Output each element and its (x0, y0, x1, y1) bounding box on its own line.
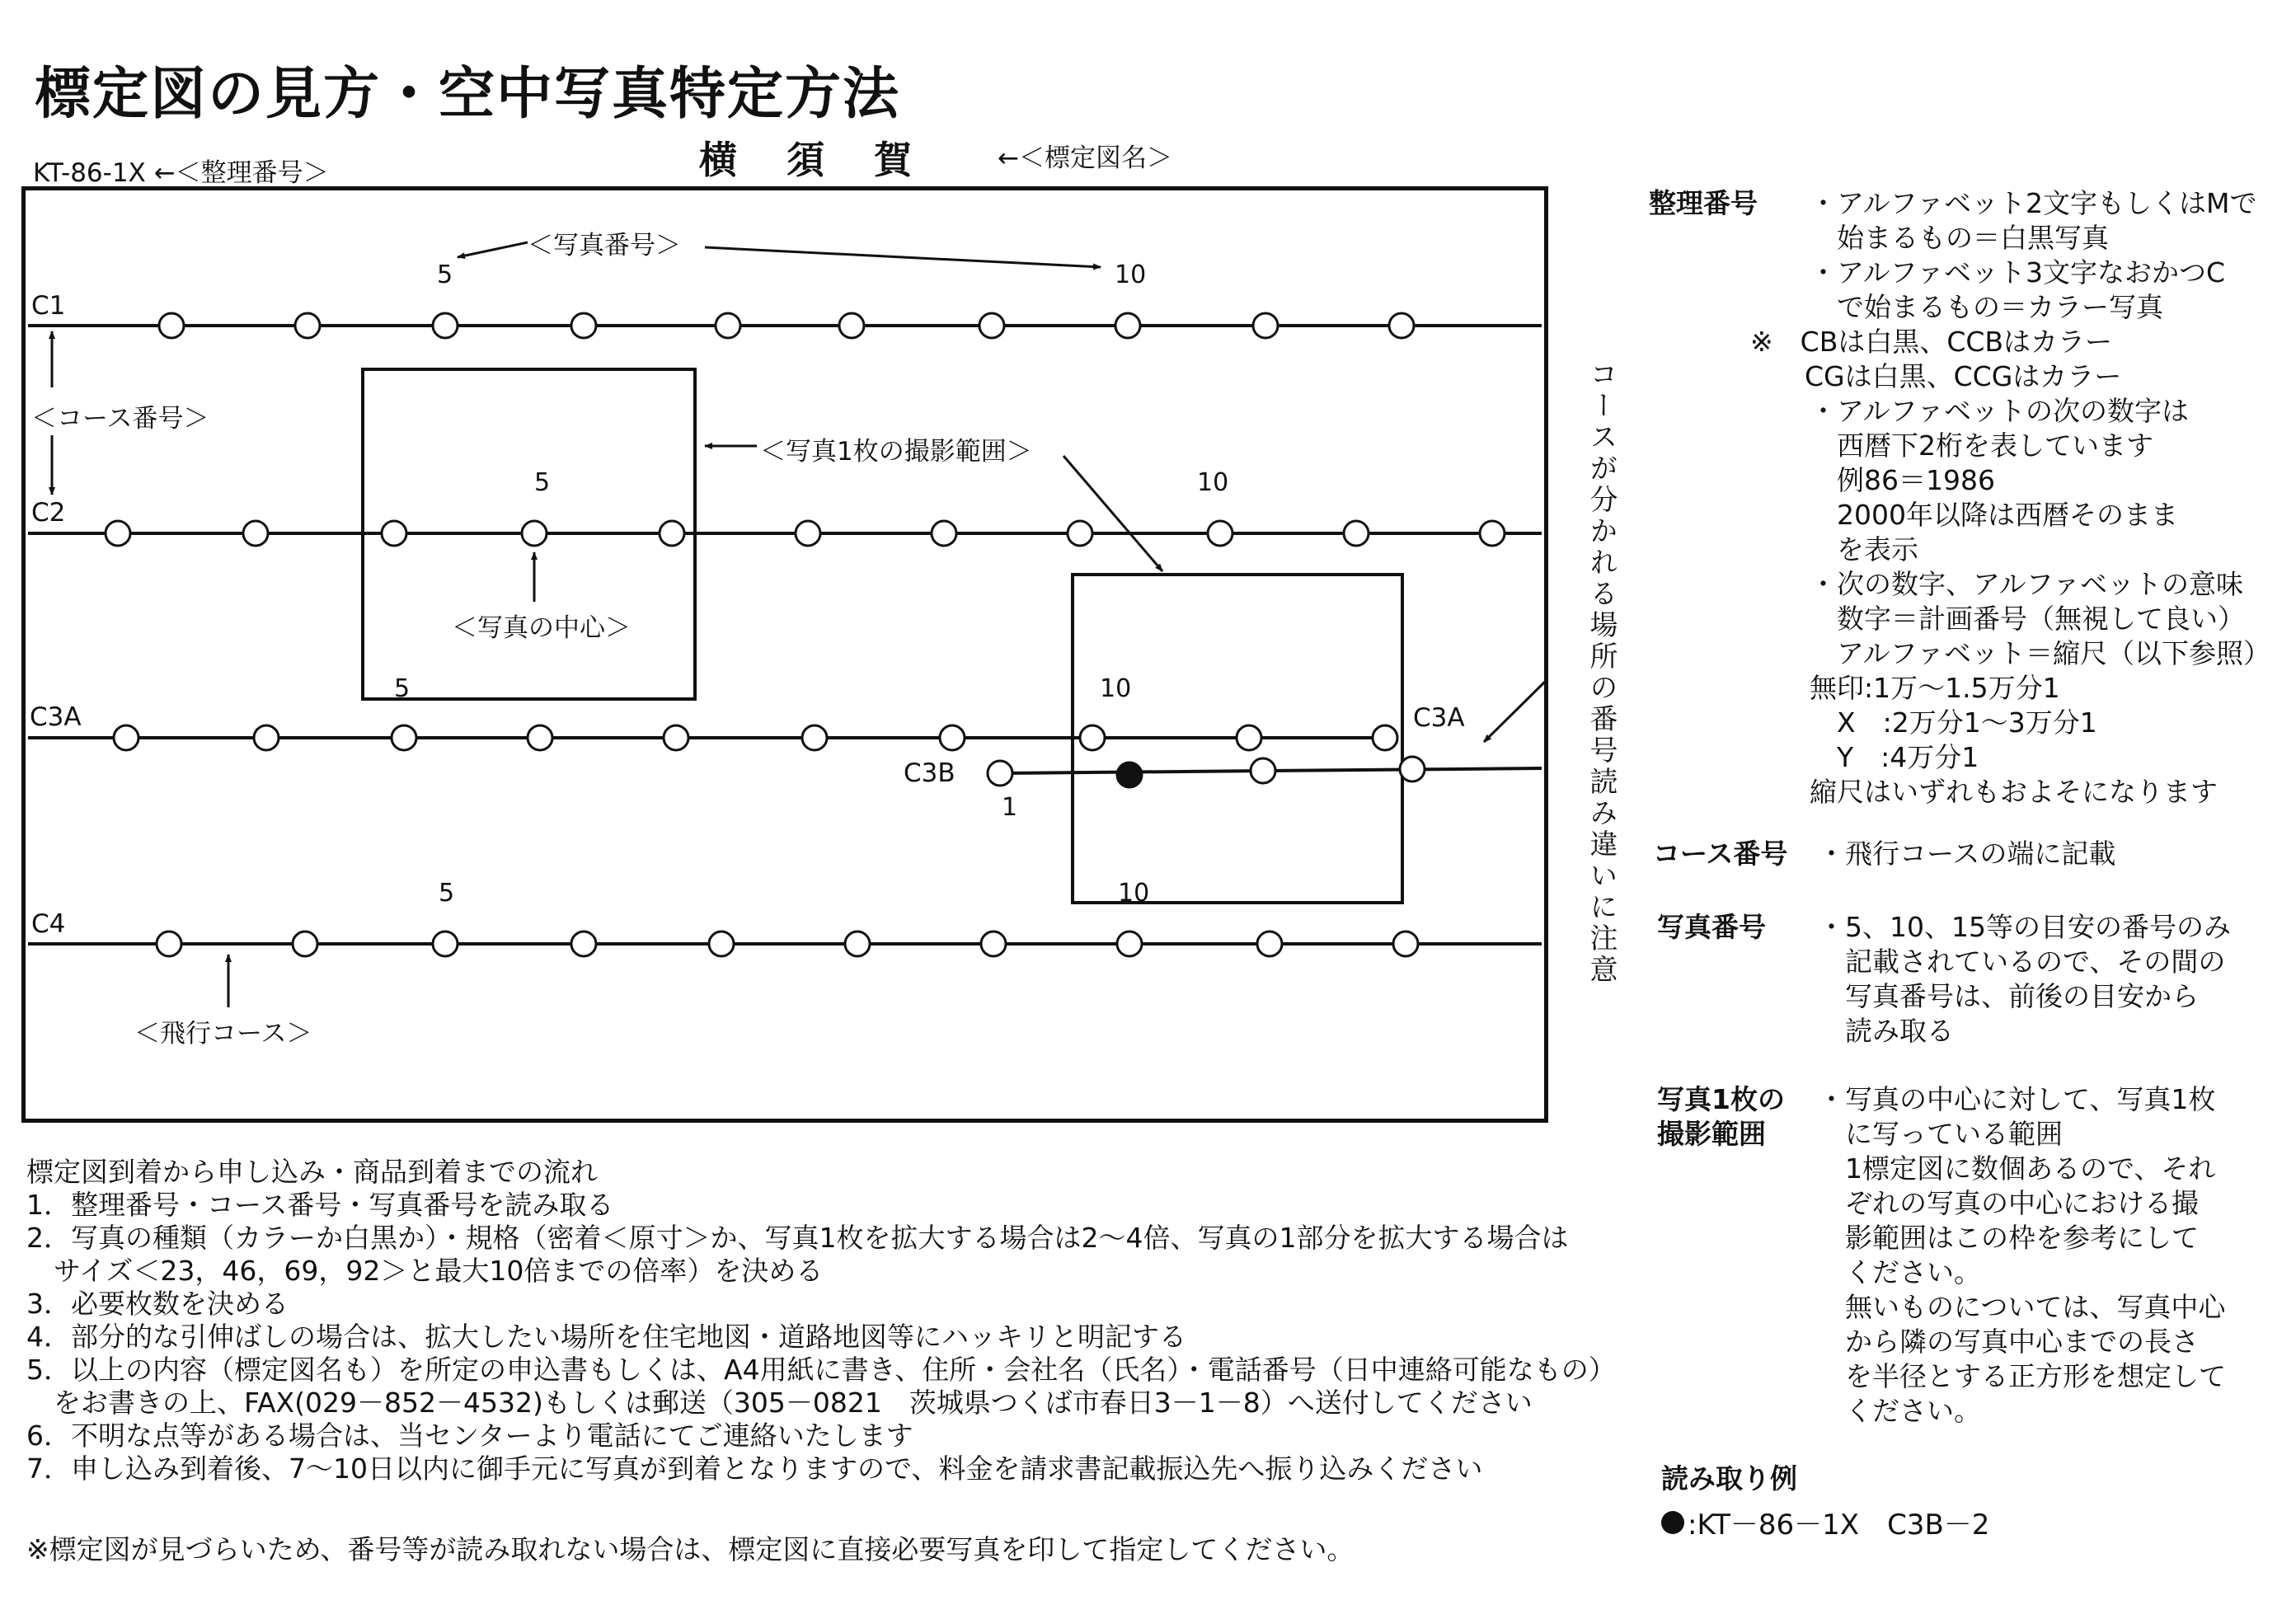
photo-center (106, 521, 130, 546)
description-line: 読み取る (1818, 1015, 1954, 1047)
photo-center (1257, 932, 1282, 956)
arrow-vertical-note (1484, 681, 1546, 742)
example-value: :KT－86－1X C3B－2 (1688, 1509, 1990, 1542)
seiri-number-term: 整理番号 (1649, 187, 1758, 219)
description-line: 西暦下2桁を表しています (1810, 429, 2153, 462)
course-number-annotation: ＜コース番号＞ (31, 404, 209, 434)
description-line: 数字＝計画番号（無視して良い） (1810, 603, 2245, 635)
description-line: ・次の数字、アルファベットの意味 (1810, 568, 2244, 600)
description-line: Y :4万分1 (1810, 741, 1979, 773)
course-label-c3a: C3A (30, 702, 82, 732)
photo-center (295, 313, 320, 338)
description-line: 縮尺はいずれもおよそになります (1810, 776, 2218, 808)
photo-center (1373, 725, 1397, 750)
photo-center (522, 521, 547, 546)
description-line: 始まるもの＝白黒写真 (1810, 222, 2109, 254)
coverage-term (1657, 1082, 1785, 1152)
course-number-term: コース番号 (1653, 838, 1788, 870)
arrow-photo-number-left (458, 242, 528, 257)
description-line: を半径とする正方形を想定して (1818, 1360, 2226, 1392)
photo-center (709, 932, 734, 956)
course-label-c1: C1 (31, 291, 66, 321)
flow-title: 標定図到着から申し込み・商品到着までの流れ (26, 1156, 598, 1188)
photo-center (802, 725, 827, 750)
description-line: 写真番号は、前後の目安から (1818, 980, 2199, 1012)
description-line: 2000年以降は西暦そのまま (1810, 499, 2178, 531)
photo-center (392, 725, 416, 750)
arrow-photo-number-right (705, 247, 1101, 267)
description-line: ・写真の中心に対して、写真1枚 (1818, 1083, 2216, 1115)
photo-center (845, 932, 870, 956)
description-line: 無いものについては、写真中心 (1818, 1291, 2226, 1323)
flow-step: 6．不明な点等がある場合は、当センターより電話にてご連絡いたします (26, 1420, 913, 1452)
photo-center (159, 313, 184, 338)
photo-center (114, 725, 139, 750)
photo-center (979, 313, 1004, 338)
description-line: ・アルファベット3文字なおかつC (1810, 256, 2226, 289)
photo-center (433, 932, 458, 956)
course-label-c2: C2 (31, 498, 66, 528)
arrow-coverage-down (1063, 456, 1162, 571)
photo-center (157, 932, 181, 956)
photo-number-term: 写真番号 (1657, 911, 1766, 943)
photo-number-box-10-bottom: 10 (1118, 879, 1150, 908)
flow-step: 5．以上の内容（標定図名も）を所定の申込書もしくは、A4用紙に書き、住所・会社名（氏名）・電話番号（日中連絡可能なもの） (26, 1354, 1616, 1386)
photo-center (1253, 313, 1278, 338)
flow-step: サイズ＜23，46，69，92＞と最大10倍までの倍率）を決める (26, 1255, 824, 1287)
photo-number-c3b-1: 1 (1002, 793, 1018, 822)
filled-circle-icon (1661, 1511, 1684, 1534)
description-line: ・アルファベットの次の数字は (1810, 395, 2190, 427)
photo-center (1208, 521, 1233, 546)
photo-center (1115, 313, 1140, 338)
photo-center (1344, 521, 1369, 546)
photo-center (839, 313, 864, 338)
photo-number-box-5: 5 (394, 674, 411, 703)
photo-number-c1-10: 10 (1115, 260, 1147, 289)
photo-number-description (1818, 910, 2231, 1049)
description-line: 記載されているので、その間の (1818, 946, 2226, 978)
description-line: で始まるもの＝カラー写真 (1810, 291, 2163, 323)
flow-step: 3．必要枚数を決める (26, 1288, 289, 1320)
course-label-c3b: C3B (904, 758, 955, 788)
photo-center (1117, 932, 1142, 956)
flow-step: 2．写真の種類（カラーか白黒か）・規格（密着＜原寸＞か、写真1枚を拡大する場合は2～4倍、写真の1部分を拡大する場合は (26, 1222, 1569, 1254)
description-line: 無印:1万～1.5万分1 (1810, 672, 2060, 704)
description-line: 影範囲はこの枠を参考にして (1818, 1222, 2199, 1254)
page-title: 標定図の見方・空中写真特定方法 (35, 62, 901, 127)
description-line: X :2万分1～3万分1 (1810, 706, 2097, 739)
photo-center (1068, 521, 1092, 546)
description-line: から隣の写真中心までの長さ (1818, 1326, 2199, 1358)
seiri-number-label: KT-86-1X ←＜整理番号＞ (33, 158, 329, 188)
photo-center (660, 521, 684, 546)
description-line: ください。 (1818, 1395, 1981, 1427)
course-number-description: ・飛行コースの端に記載 (1818, 838, 2116, 870)
course-branch-note: コースが分かれる場所の番号読み違いに注意 (1585, 359, 1618, 986)
photo-center (1480, 521, 1505, 546)
flow-step: をお書きの上、FAX(029－852－4532)もしくは郵送（305－0821 茨城県つくば市春日3－1－8）へ送付してください (26, 1387, 1533, 1419)
photo-center (1389, 313, 1414, 338)
description-line: 例86＝1986 (1810, 464, 1995, 496)
coverage-annotation: ＜写真1枚の撮影範囲＞ (760, 437, 1032, 467)
example-title: 読み取り例 (1661, 1462, 1797, 1495)
course-label-c4: C4 (31, 909, 66, 939)
photo-center (932, 521, 956, 546)
photo-center (571, 932, 596, 956)
photo-number-c4-5: 5 (439, 879, 455, 908)
coverage-description (1818, 1082, 2226, 1429)
photo-center (1400, 757, 1425, 781)
photo-center (988, 761, 1012, 786)
seiri-number-description (1750, 186, 2271, 810)
photo-center (254, 725, 279, 750)
flow-step: 7．申し込み到着後、7～10日以内に御手元に写真が到着となりますので、料金を請求書記載振込先へ振り込みください (26, 1452, 1483, 1485)
photo-center (1393, 932, 1418, 956)
flow-note: ※標定図が見づらいため、番号等が読み取れない場合は、標定図に直接必要写真を印して指定してください。 (26, 1533, 1355, 1565)
photo-center (382, 521, 406, 546)
photo-center (716, 313, 740, 338)
flow-step: 4．部分的な引伸ばしの場合は、拡大したい場所を住宅地図・道路地図等にハッキリと明記する (26, 1321, 1186, 1353)
example-row (1661, 1502, 1989, 1542)
flow-step: 1．整理番号・コース番号・写真番号を読み取る (26, 1189, 614, 1221)
description-line: CGは白黒、CCGはカラー (1750, 360, 2122, 392)
description-line: 1標定図に数個あるので、それ (1818, 1152, 2216, 1185)
example-photo-center-marker (1117, 763, 1142, 787)
photo-number-c2-5: 5 (534, 468, 551, 497)
photo-center (1251, 758, 1275, 783)
description-line: を表示 (1810, 533, 1918, 565)
flight-course-annotation: ＜飛行コース＞ (134, 1019, 312, 1049)
description-line: ・5、10、15等の目安の番号のみ (1818, 911, 2231, 943)
description-line: に写っている範囲 (1818, 1118, 2063, 1150)
map-name: 横 須 賀 (699, 138, 931, 182)
description-line: ・アルファベット2文字もしくはMで (1810, 187, 2257, 219)
map-name-label: ←＜標定図名＞ (998, 143, 1172, 173)
photo-center (243, 521, 268, 546)
flow-section (26, 1156, 1616, 1485)
description-line: ※ CBは白黒、CCBはカラー (1750, 326, 2113, 358)
description-line: ください。 (1818, 1256, 1981, 1288)
center-annotation: ＜写真の中心＞ (452, 613, 631, 643)
photo-number-annotation: ＜写真番号＞ (528, 231, 681, 260)
photo-number-c2-10: 10 (1197, 468, 1229, 497)
photo-center (1080, 725, 1105, 750)
photo-center (664, 725, 688, 750)
course-label-c3a-right: C3A (1413, 703, 1465, 733)
photo-number-c1-5: 5 (437, 260, 453, 289)
photo-center (293, 932, 317, 956)
photo-center (981, 932, 1006, 956)
photo-center (433, 313, 458, 338)
photo-center (571, 313, 596, 338)
term-line: 撮影範囲 (1657, 1118, 1766, 1150)
description-line: アルファベット＝縮尺（以下参照） (1810, 637, 2271, 669)
photo-center (940, 725, 965, 750)
photo-center (796, 521, 820, 546)
photo-center (528, 725, 552, 750)
photo-number-box-10-top: 10 (1100, 674, 1132, 703)
description-line: ぞれの写真の中心における撮 (1818, 1187, 2199, 1219)
term-line: 写真1枚の (1657, 1083, 1785, 1115)
photo-center (1237, 725, 1261, 750)
